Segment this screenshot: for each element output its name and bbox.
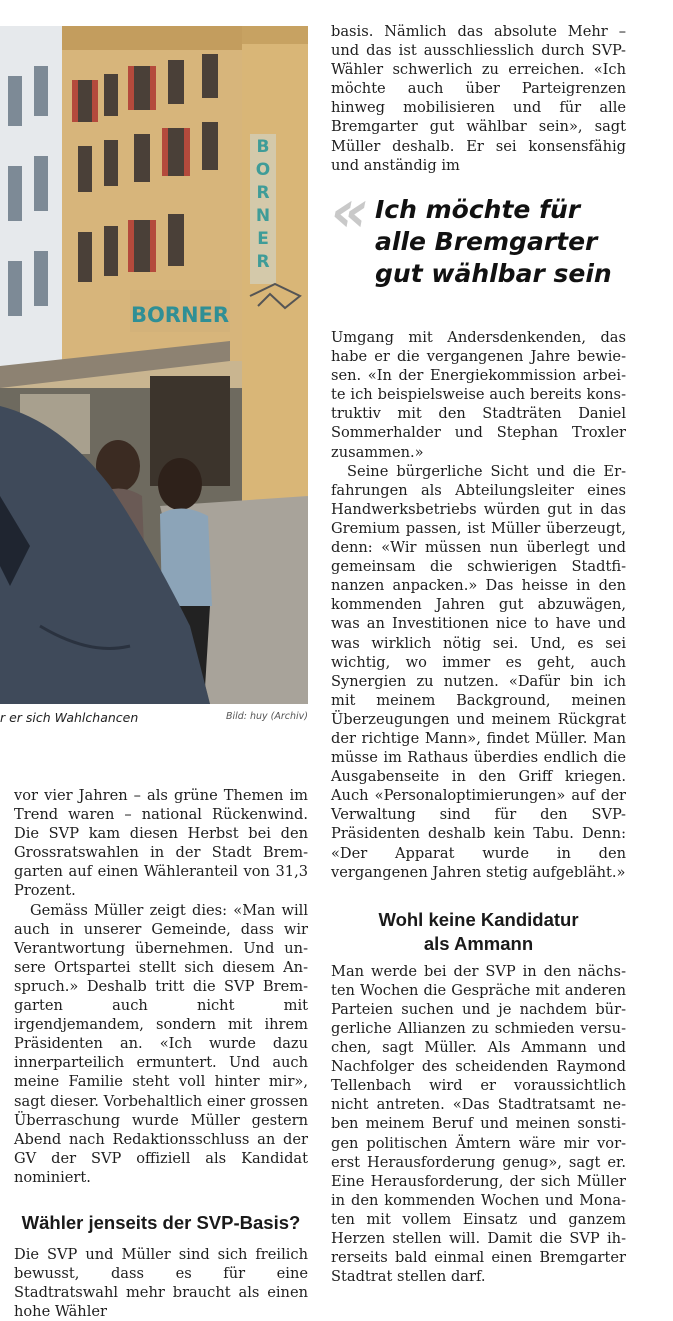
article-photo bbox=[0, 26, 308, 704]
svg-text:E: E bbox=[257, 229, 269, 249]
svg-text:O: O bbox=[255, 160, 271, 180]
quote-mark-icon: « bbox=[331, 177, 369, 245]
svg-text:B: B bbox=[256, 137, 270, 157]
photo-caption bbox=[0, 709, 308, 727]
left-column bbox=[14, 786, 308, 1321]
paragraph: basis. Nämlich das absolute Mehr – und das ist ausschliesslich durch SVP-Wähler schwerlich zu erreichen. «Ich möchte auch über Parteigrenzen hinweg mobilisieren und für alle Bremgarter gut wählbar sein», sagt Müller deshalb. Er sei konsensfähig und anständig im bbox=[331, 23, 626, 174]
right-column-top bbox=[331, 22, 626, 175]
subheading-kandidatur bbox=[331, 908, 626, 956]
pull-quote bbox=[331, 177, 631, 300]
pull-quote-line: gut wählbar sein bbox=[375, 259, 612, 288]
subheading-waehler: Wähler jenseits der SVP-Basis? bbox=[21, 1211, 301, 1233]
pull-quote-text bbox=[375, 194, 612, 290]
pull-quote-line: alle Bremgarter bbox=[375, 227, 598, 256]
paragraph: Seine bürgerliche Sicht und die Erfahrungen als Abteilungsleiter eines Handwerksbetriebs würden gut in das Gremium passen, ist Müller überzeugt, denn: «Wir müssen nun überlegt und gemeinsam die schwierigen Stadtfinanzen anpacken.» Das heisse in den kommenden Jahren gut abzuwägen, was an Investitionen nice to have und was wirklich nötig sei. Und, es sei wichtig, wo immer es geht, auch Synergien zu nutzen. «Dafür bin ich mit meinem Background, meinen Überzeugungen und meinem Rückgrat der richtige Mann», findet Müller. Man müsse im Rathaus überdies endlich die Ausgabenseite in den Griff kriegen. Auch «Personaloptimierungen» auf der Verwaltung sind für den SVP-Präsidenten deshalb kein Tabu. Denn: «Der Apparat wurde in den vergangenen Jahren stetig aufgebläht.» bbox=[331, 462, 626, 881]
pull-quote-line: Ich möchte für bbox=[375, 195, 581, 224]
paragraph: Umgang mit Andersdenkenden, das habe er die vergangenen Jahre bewiesen. «In der Energiekommission arbeite ich beispielsweise auch bereits konstruktiv mit den Stadträten Daniel Sommerhalder und Stephan Troxler zusammen.» bbox=[331, 329, 626, 461]
paragraph: Gemäss Müller zeigt dies: «Man will auch in unserer Gemeinde, dass wir Verantwortung übernehmen. Und unsere Ortspartei stellt sich diesem Anspruch.» Deshalb tritt die SVP Bremgarten auch nicht mit irgendjemandem, sondern mit ihrem Präsidenten an. «Ich wurde dazu innerparteilich ermuntert. Und auch meine Familie steht voll hinter mir», sagt dieser. Vorbehaltlich einer grossen Überraschung wurde Müller gestern Abend nach Redaktionsschluss an der GV der SVP offiziell als Kandidat nominiert. bbox=[14, 901, 308, 1186]
paragraph: vor vier Jahren – als grüne Themen im Trend waren – national Rückenwind. Die SVP kam diesen Herbst bei den Grossratswahlen in der Stadt Bremgarten auf einen Wähleranteil von 31,3 Prozent. bbox=[14, 787, 308, 900]
paragraph: Man werde bei der SVP in den nächsten Wochen die Gespräche mit anderen Parteien suchen und je nachdem bürgerliche Allianzen zu schmieden versuchen, sagt Müller. Als Ammann und Nachfolger des scheidenden Raymond Tellenbach wird er voraussichtlich nicht antreten. «Das Stadtratsamt neben meinem Beruf und meinen sonstigen politischen Ämtern wäre mir vorerst Herausforderung genug», sagt er. Eine Herausforderung, der sich Müller in den kommenden Wochen und Monaten mit vollem Einsatz und ganzem Herzen stellen will. Damit die SVP ihrerseits bald einmal einen Bremgarter Stadtrat stellen darf. bbox=[331, 962, 626, 1286]
svg-text:R: R bbox=[256, 252, 270, 272]
svg-text:N: N bbox=[255, 206, 271, 226]
subheading-line: als Ammann bbox=[423, 932, 534, 954]
photo-credit: Bild: huy (Archiv) bbox=[225, 711, 308, 722]
svg-text:BORNER: BORNER bbox=[130, 303, 230, 327]
svg-text:R: R bbox=[256, 183, 270, 203]
caption-text: r er sich Wahlchancen bbox=[0, 710, 139, 725]
subheading-line: Wohl keine Kandidatur bbox=[378, 908, 579, 930]
paragraph: Die SVP und Müller sind sich freilich bewusst, dass es für eine Stadtratswahl mehr braucht als einen hohe Wähler bbox=[14, 1245, 308, 1321]
right-column-bottom bbox=[331, 328, 626, 1286]
